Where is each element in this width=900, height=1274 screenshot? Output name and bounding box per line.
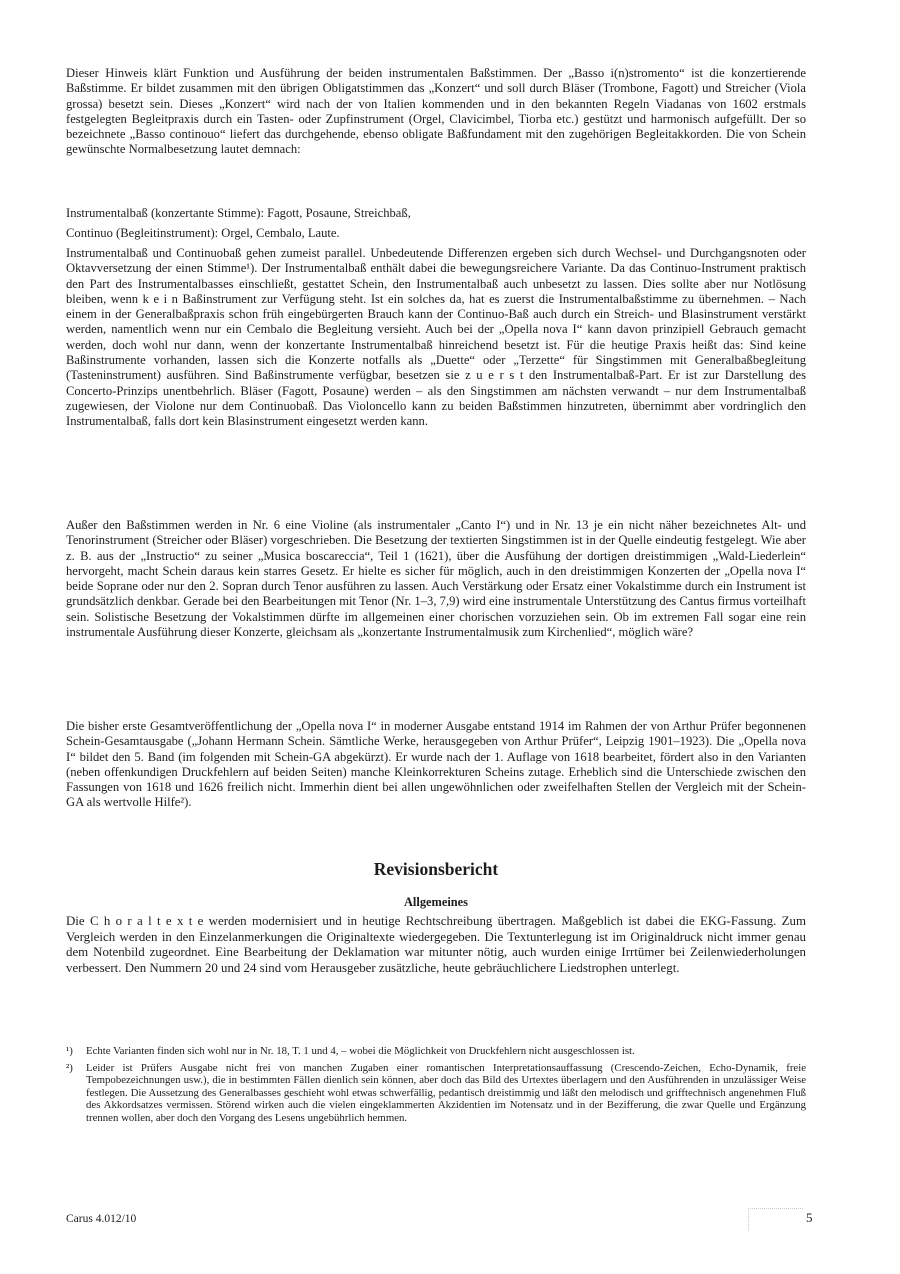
footnote-1-text: Echte Varianten finden sich wohl nur in Nr. 18, T. 1 und 4, – wobei die Möglichkeit von Druckfehlern nicht ausgeschlossen ist. — [86, 1045, 635, 1057]
intro-paragraph-text: Dieser Hinweis klärt Funktion und Ausführung der beiden instrumentalen Baßstimmen. Der „Basso i(n)stromento“ ist die konzertierende Baßstimme. Er bildet zusammen mit den übrigen Obligatstimmen das „Konzert“ und soll durch Bläser (Trombone, Fagott) und Streicher (Viola grossa) besetzt sein. Dieses „Konzert“ wird nach der von Italien kommenden und in den bekannten Regeln Viadanas von 1602 erstmals festgelegten Begleitpraxis durch ein Tasten- oder Zupfinstrument (Orgel, Clavicimbel, Tiorba etc.) gestützt und harmonisch aufgefüllt. Der so bezeichnete „Basso continouo“ liefert das durchgehende, ebenso obligate Baßfundament mit den zugehörigen Begleitakkorden. Die von Schein gewünschte Normalbesetzung lautet demnach: — [66, 66, 806, 157]
paragraph-4-text: Die bisher erste Gesamtveröffentlichung der „Opella nova I“ in moderner Ausgabe entstand 1914 im Rahmen der von Arthur Prüfer begonnenen Schein-Gesamtausgabe („Johann Hermann Schein. Sämtliche Werke, herausgegeben von Arthur Prüfer“, Leipzig 1901–1923). Die „Opella nova I“ bildet den 5. Band (im folgenden mit Schein-GA abgekürzt). Er wurde nach der 1. Auflage von 1618 bearbeitet, fördert also in den Varianten (neben offenkundigen Druckfehlern auf beiden Seiten) manche Kleinkorrekturen Scheins zutage. Erheblich sind die Unterschiede zwischen den Fassungen von 1618 und 1626 freilich nicht. Immerhin dient bei allen ungewöhnlichen oder zweifelhaften Stellen der Vergleich mit der Schein-GA als wertvolle Hilfe²). — [66, 719, 806, 810]
paragraph-3 — [66, 518, 806, 640]
footnote-1 — [66, 1045, 806, 1058]
paragraph-5 — [66, 914, 806, 976]
setup-line-2: Continuo (Begleitinstrument): Orgel, Cembalo, Laute. — [66, 226, 340, 240]
paragraph-3-text: Außer den Baßstimmen werden in Nr. 6 eine Violine (als instrumentaler „Canto I“) und in Nr. 13 je ein nicht näher bezeichnetes Alt- und Tenorinstrument (Streicher oder Bläser) vorgeschrieben. Die Besetzung der textierten Singstimmen ist in der Quelle eindeutig festgelegt. Wie aber z. B. aus der „Instructio“ zu seiner „Musica boscareccia“, Teil 1 (1621), über die Ausfühung der dortigen dreistimmigen „Wald-Liederlein“ hervorgeht, macht Schein daraus kein starres Gesetz. Er hielte es sicher für möglich, auch in den dreistimmigen Konzerten der „Opella nova I“ beide Soprane oder nur den 2. Sopran durch Tenor ausführen zu lassen. Auch Verstärkung oder Ersatz einer Vokalstimme durch ein Instrument ist grundsätzlich denkbar. Gerade bei den Bearbeitungen mit Tenor (Nr. 1–3, 7,9) wird eine instrumentale Unterstützung des Cantus firmus vorteilhaft sein. Solistische Besetzung der Vokalstimmen dürfte im allgemeinen einer chorischen vorzuziehen sein. Ob im extremen Fall sogar eine rein instrumentale Ausführung dieser Konzerte, gleichsam als „konzertante Instrumentalmusik zum Kirchenlied“, möglich wäre? — [66, 518, 806, 640]
section-heading: Revisionsbericht — [373, 859, 499, 879]
footnote-2-text: Leider ist Prüfers Ausgabe nicht frei von manchen Zugaben einer romantischen Interpretationsauffassung (Crescendo-Zeichen, Echo-Dynamik, freie Tempobezeichnungen usw.), die in bestimmten Fällen dienlich sein können, aber doch das Bild des Urtextes überlagern und den Ausführenden in unzulässiger Weise festlegen. Die Aussetzung des Generalbasses geschieht wohl etwas schwerfällig, pedantisch dreistimmig und läßt den melodisch und grifftechnisch angenehmen Fluß des Akkordsatzes vermissen. Störend wirken auch die vielen eingeklammerten Akzidentien im Notensatz und in der Bezifferung, die zwar Quelle und Ergänzung trennen wollen, aber doch den Vorgang des Lesens ungebührlich hemmen. — [86, 1061, 806, 1124]
publisher-code: Carus 4.012/10 — [66, 1213, 137, 1225]
subsection-heading: Allgemeines — [403, 895, 468, 909]
footnote-2-mark: ²) — [66, 1061, 73, 1074]
paragraph-2-text: Instrumentalbaß und Continuobaß gehen zumeist parallel. Unbedeutende Differenzen ergeben sich durch Wechsel- und Durchgangsnoten oder Oktavversetzung der einen Stimme¹). Der Instrumentalbaß enthält dabei die bewegungsreichere Variante. Da das Continuo-Instrument praktisch den Part des Instrumentalbasses einschließt, gestattet Schein, den Instrumentalbaß auch unbesetzt zu lassen. Dies sollte aber nur Notlösung bleiben, wenn k e i n Baßinstrument zur Verfügung steht. Ist ein solches da, hat es zuerst die Instrumentalbaßstimme zu übernehmen. – Nach einem in der Generalbaßpraxis schon früh eingebürgerten Brauch kann der Continuo-Baß auch durch ein Streich- und Blasinstrument verstärkt werden, namentlich wenn nur ein Cembalo die Begleitung versieht. Auch bei der „Opella nova I“ kann davon prinzipiell Gebrauch gemacht werden, doch wohl nur dann, wenn der konzertante Instrumentalbaß hinreichend besetzt ist. Für die heutige Praxis heißt das: Sind keine Baßinstrumente vorhanden, lassen sich die Konzerte notfalls als „Duette“ oder „Terzette“ für Singstimmen mit Generalbaßbegleitung (Tasteninstrument) ausführen. Sind Baßinstrumente verfügbar, besetzen sie z u e r s t den Instrumentalbaß-Part. Er ist zur Darstellung des Concerto-Prinzips unentbehrlich. Bläser (Fagott, Posaune) werden – als den Singstimmen am nächsten verwandt – nur dem Instrumentalbaß zugewiesen, der Violone nur dem Continuobaß. Das Violoncello kann zu beiden Baßstimmen hinzutreten, übernimmt aber vordringlich den Instrumentalbaß, falls dort kein Blasinstrument eingesetzt werden kann. — [66, 246, 806, 429]
paragraph-5-text: Die C h o r a l t e x t e werden modernisiert und in heutige Rechtschreibung übertragen. Maßgeblich ist dabei die EKG-Fassung. Zum Vergleich werden in den Einzelanmerkungen die Originaltexte wiedergegeben. Die Textunterlegung ist im Originaldruck nicht immer genau dem Notenbild zugeordnet. Eine Bearbeitung der Deklamation war mitunter nötig, auch wurden einige Irrtümer bei Zeilenwiederholungen verbessert. Den Nummern 20 und 24 sind vom Herausgeber zusätzliche, heute gebräuchlichere Liedstrophen unterlegt. — [66, 914, 806, 975]
page-number: 5 — [806, 1210, 813, 1225]
footnotes — [66, 1045, 806, 1129]
paragraph-4 — [66, 719, 806, 811]
footnote-1-mark: ¹) — [66, 1045, 73, 1057]
paragraph-2 — [66, 246, 806, 430]
setup-line-1: Instrumentalbaß (konzertante Stimme): Fagott, Posaune, Streichbaß, — [66, 206, 411, 220]
intro-paragraph — [66, 66, 806, 158]
footnote-2 — [66, 1062, 806, 1125]
footer-corner-mark — [748, 1208, 803, 1231]
